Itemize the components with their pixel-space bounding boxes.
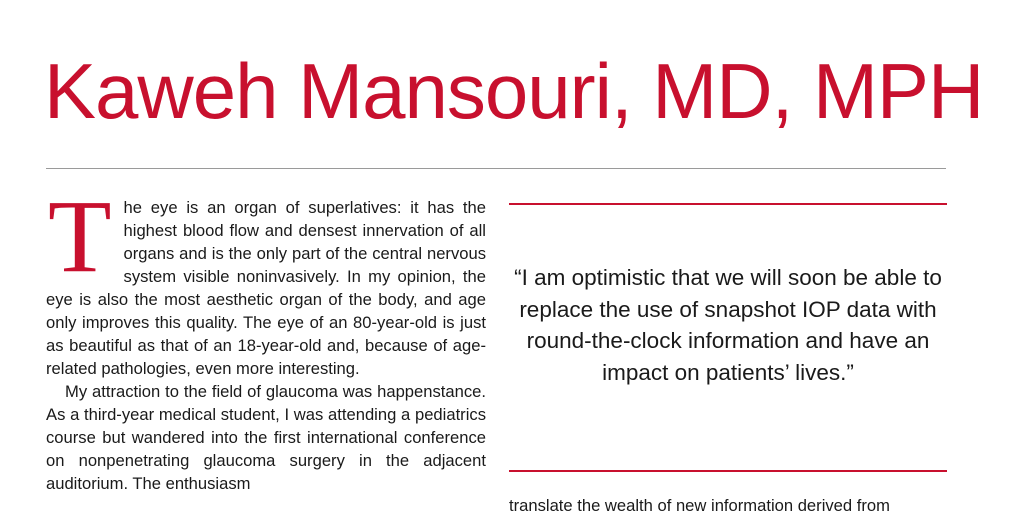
pull-quote-bottom-rule (509, 470, 947, 472)
article-paragraph-2: My attraction to the field of glaucoma was happenstance. As a third-year medical student, I was attending a pediatrics course but wandered into the first international conference on nonpenetrating glaucoma surgery in the adjacent auditorium. The enthusiasm (46, 382, 486, 493)
pull-quote: “I am optimistic that we will soon be able to replace the use of snapshot IOP data with round-the-clock information and have an impact on patients’ lives.” (514, 265, 942, 385)
page-title: Kaweh Mansouri, MD, MPH (44, 47, 984, 135)
article-right-column-text: translate the wealth of new information derived from (509, 496, 890, 515)
article-paragraph-1: he eye is an organ of superlatives: it has the highest blood flow and densest innervation of all organs and is the only part of the central nervous system visible noninvasively. In my opinion, the eye is also the most aesthetic organ of the body, and age only improves this quality. The eye of an 80-year-old is just as beautiful as that of an 18-year-old and, because of age-related pathologies, even more interesting. (46, 198, 486, 378)
pull-quote-top-rule (509, 203, 947, 205)
title-divider (46, 168, 946, 169)
drop-cap: T (48, 179, 112, 294)
article-left-column (46, 179, 486, 495)
